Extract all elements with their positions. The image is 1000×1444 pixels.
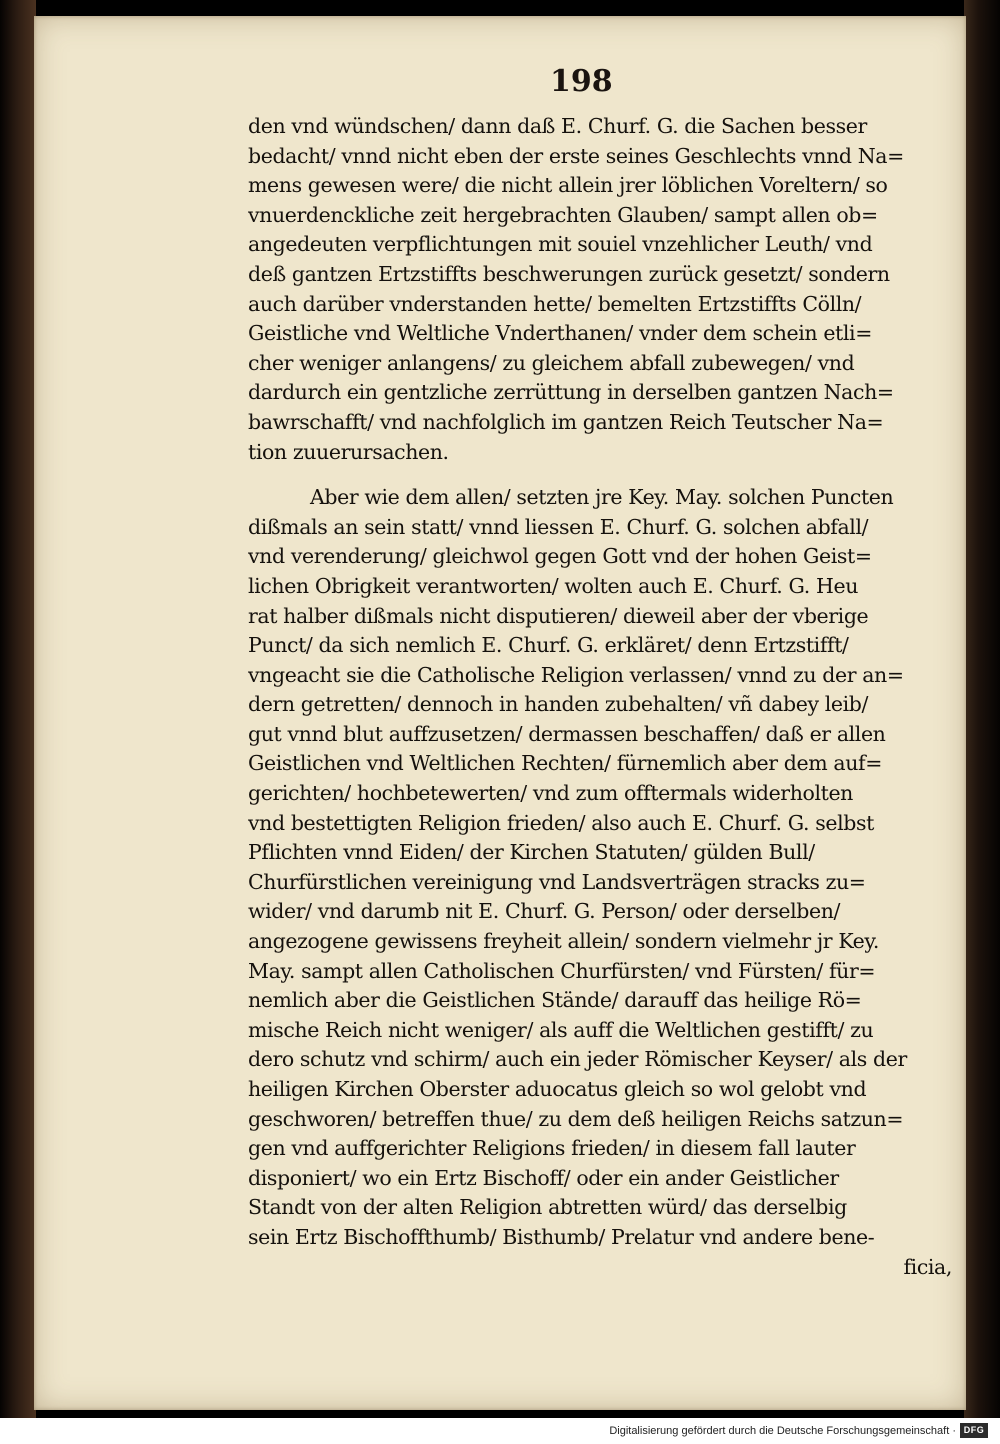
text-line: May. sampt allen Catholischen Churfürsten/ vnd Fürsten/ für= [248, 958, 876, 983]
text-line: gut vnnd blut auffzusetzen/ dermassen beschaffen/ daß er allen [248, 721, 886, 746]
digitization-footer [0, 1418, 1000, 1444]
body-text [248, 112, 966, 1282]
text-line: mische Reich nicht weniger/ als auff die Weltlichen gestifft/ zu [248, 1017, 874, 1042]
text-line: Pflichten vnnd Eiden/ der Kirchen Statuten/ gülden Bull/ [248, 840, 815, 865]
text-line: Geistlichen vnd Weltlichen Rechten/ fürnemlich aber dem auf= [248, 751, 882, 776]
text-line: rat halber dißmals nicht disputieren/ dieweil aber der vberige [248, 603, 869, 628]
text-line: cher weniger anlangens/ zu gleichem abfall zubewegen/ vnd [248, 350, 855, 375]
book-edge-right [964, 0, 1000, 1418]
text-line: wider/ vnd darumb nit E. Churf. G. Person/ oder derselben/ [248, 899, 841, 924]
paragraph-gap [248, 467, 966, 483]
text-line: gerichten/ hochbetewerten/ vnd zum offtermals widerholten [248, 781, 853, 806]
text-line: Aber wie dem allen/ setzten jre Key. May. solchen Puncten [310, 485, 894, 510]
text-line: dero schutz vnd schirm/ auch ein jeder Römischer Keyser/ als der [248, 1047, 907, 1072]
text-line: gen vnd auffgerichter Religions frieden/ in diesem fall lauter [248, 1136, 856, 1161]
text-line: bawrschafft/ vnd nachfolglich im gantzen Reich Teutscher Na= [248, 409, 884, 434]
funding-credit: Digitalisierung gefördert durch die Deutsche Forschungsgemeinschaft · [609, 1425, 956, 1437]
text-line: auch darüber vnderstanden hette/ bemelten Ertzstiffts Cölln/ [248, 291, 862, 316]
text-line: mens gewesen were/ die nicht allein jrer löblichen Voreltern/ so [248, 173, 888, 198]
text-line: deß gantzen Ertzstiffts beschwerungen zurück gesetzt/ sondern [248, 261, 890, 286]
text-line: dern getretten/ dennoch in handen zubehalten/ vñ dabey leib/ [248, 692, 869, 717]
text-line: lichen Obrigkeit verantworten/ wolten auch E. Churf. G. Heu [248, 573, 859, 598]
text-line: vnuerdenckliche zeit hergebrachten Glauben/ sampt allen ob= [248, 202, 878, 227]
text-line: nemlich aber die Geistlichen Stände/ darauff das heilige Rö= [248, 988, 862, 1013]
book-edge-left [0, 0, 36, 1418]
text-line: sein Ertz Bischoffthumb/ Bisthumb/ Prelatur vnd andere bene- [248, 1224, 875, 1249]
text-line: disponiert/ wo ein Ertz Bischoff/ oder ein ander Geistlicher [248, 1165, 839, 1190]
dfg-logo: DFG [960, 1423, 988, 1438]
text-line: Geistliche vnd Weltliche Vnderthanen/ vnder dem schein etli= [248, 321, 872, 346]
text-line: Churfürstlichen vereinigung vnd Landsverträgen stracks zu= [248, 869, 866, 894]
text-line: angezogene gewissens freyheit allein/ sondern vielmehr jr Key. [248, 929, 879, 954]
text-line: heiligen Kirchen Oberster aduocatus gleich so wol gelobt vnd [248, 1077, 867, 1101]
text-line: dißmals an sein statt/ vnnd liessen E. Churf. G. solchen abfall/ [248, 514, 869, 539]
text-line: angedeuten verpflichtungen mit souiel vnzehlicher Leuth/ vnd [248, 232, 873, 257]
text-line: dardurch ein gentzliche zerrüttung in derselben gantzen Nach= [248, 380, 894, 405]
text-line: bedacht/ vnnd nicht eben der erste seines Geschlechts vnnd Na= [248, 143, 904, 168]
text-line: vnd bestettigten Religion frieden/ also auch E. Churf. G. selbst [248, 810, 874, 835]
text-line: vngeacht sie die Catholische Religion verlassen/ vnnd zu der an= [248, 662, 904, 687]
text-line: Punct/ da sich nemlich E. Churf. G. erkläret/ denn Ertzstifft/ [248, 633, 849, 658]
text-line: den vnd wündschen/ dann daß E. Churf. G. die Sachen besser [248, 114, 867, 138]
text-line: tion zuuerursachen. [248, 439, 449, 464]
catchword: ficia, [903, 1254, 952, 1279]
text-line: geschworen/ betreffen thue/ zu dem deß heiligen Reichs satzun= [248, 1106, 904, 1131]
text-line: Standt von der alten Religion abtretten würd/ das derselbig [248, 1195, 847, 1220]
page-number: 198 [550, 64, 613, 99]
text-line: vnd verenderung/ gleichwol gegen Gott vnd der hohen Geist= [248, 544, 872, 569]
